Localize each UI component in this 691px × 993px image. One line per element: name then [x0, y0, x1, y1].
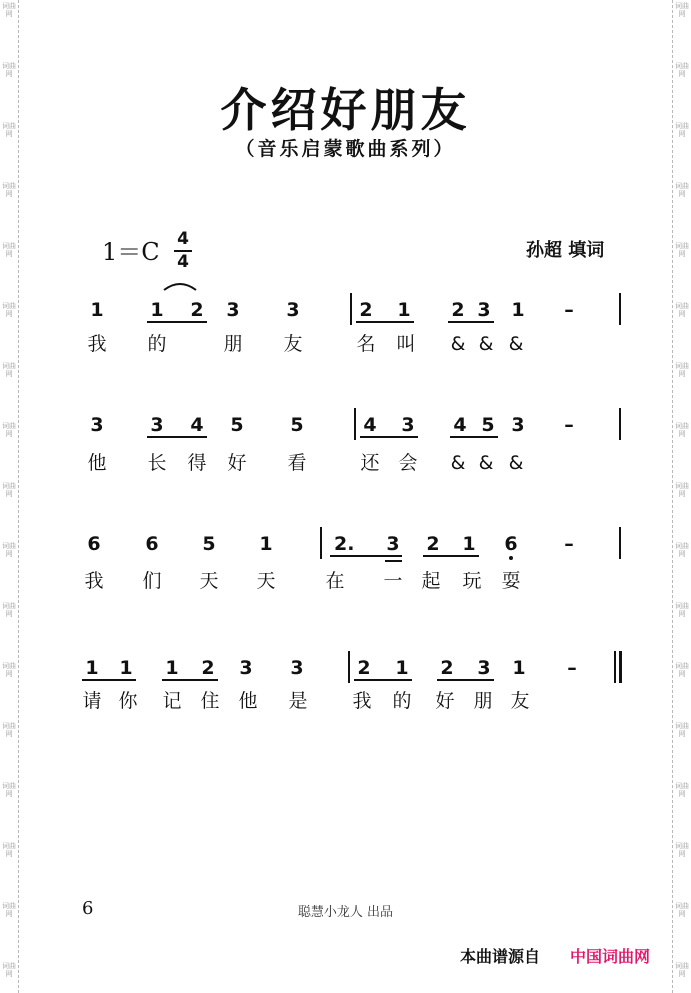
lyric: 一: [383, 570, 403, 592]
margin-watermark: 词曲网: [675, 302, 689, 318]
margin-watermark: 词曲网: [675, 2, 689, 18]
final-barline-thin: [614, 651, 616, 683]
lyric: &: [450, 452, 466, 474]
lyric: 我: [87, 333, 107, 355]
margin-watermark: 词曲网: [675, 362, 689, 378]
margin-watermark: 词曲网: [2, 182, 16, 198]
margin-watermark: 词曲网: [2, 122, 16, 138]
lyric: 玩: [462, 570, 482, 592]
margin-watermark: 词曲网: [2, 722, 16, 738]
note: 6: [145, 533, 159, 555]
time-signature: [174, 230, 192, 272]
lyric: &: [508, 452, 524, 474]
note: 1: [512, 657, 526, 679]
note-extension: –: [564, 533, 574, 555]
lyric: 叫: [396, 333, 416, 355]
lyric: &: [478, 333, 494, 355]
note-extension: –: [564, 414, 574, 436]
note: 3: [226, 299, 240, 321]
song-title: 介绍好朋友: [220, 83, 471, 137]
note: 2: [357, 657, 371, 679]
lyric: 会: [398, 452, 418, 474]
note: 1: [397, 299, 411, 321]
lyric: 看: [287, 452, 307, 474]
lyric: 朋: [473, 690, 493, 712]
margin-watermark: 词曲网: [2, 662, 16, 678]
lyric: 们: [142, 570, 162, 592]
note: 1: [165, 657, 179, 679]
note: 3: [239, 657, 253, 679]
barline: [619, 293, 621, 325]
beam: [82, 679, 136, 681]
note: 3: [401, 414, 415, 436]
note: 1: [119, 657, 133, 679]
margin-watermark: 词曲网: [2, 302, 16, 318]
margin-watermark: 词曲网: [675, 662, 689, 678]
margin-watermark: 词曲网: [2, 902, 16, 918]
note: 2: [440, 657, 454, 679]
lyric: 的: [392, 690, 412, 712]
note: 3: [511, 414, 525, 436]
lyric: 的: [147, 333, 167, 355]
beam: [450, 436, 498, 438]
lyric: 在: [325, 570, 345, 592]
note: 3: [386, 533, 400, 555]
note-extension: –: [564, 299, 574, 321]
lyric: 友: [283, 333, 303, 355]
time-signature-bottom: 4: [177, 252, 189, 272]
lyric: 耍: [501, 570, 521, 592]
lyric: 还: [360, 452, 380, 474]
source-site-link[interactable]: 中国词曲网: [570, 947, 651, 966]
note: 3: [290, 657, 304, 679]
margin-watermark: 词曲网: [675, 602, 689, 618]
song-subtitle: （音乐启蒙歌曲系列）: [235, 138, 456, 160]
note: 2: [451, 299, 465, 321]
beam: [356, 321, 414, 323]
note: 3: [150, 414, 164, 436]
lyric: 天: [256, 570, 276, 592]
note: 3: [90, 414, 104, 436]
margin-watermark: 词曲网: [2, 362, 16, 378]
beam: [354, 679, 412, 681]
margin-watermark: 词曲网: [675, 842, 689, 858]
note: 6: [501, 533, 521, 555]
beam: [448, 321, 494, 323]
lyric: 记: [162, 690, 182, 712]
lyric: 友: [510, 690, 530, 712]
margin-watermark: 词曲网: [2, 2, 16, 18]
key-signature: 1＝C: [102, 238, 160, 266]
margin-watermark: 词曲网: [2, 422, 16, 438]
note: 3: [477, 657, 491, 679]
margin-watermark: 词曲网: [675, 482, 689, 498]
source-label: 本曲谱源自: [460, 947, 541, 966]
lyric: 他: [87, 452, 107, 474]
note: 5: [230, 414, 244, 436]
lyric: 请: [82, 690, 102, 712]
lyric: 长: [147, 452, 167, 474]
margin-watermark: 词曲网: [2, 842, 16, 858]
note: 6: [87, 533, 101, 555]
note: 5: [202, 533, 216, 555]
lyric: 我: [84, 570, 104, 592]
note: 1: [85, 657, 99, 679]
margin-watermark: 词曲网: [675, 722, 689, 738]
margin-watermark: 词曲网: [2, 542, 16, 558]
margin-watermark: 词曲网: [675, 182, 689, 198]
note-extension: –: [567, 657, 577, 679]
lyric: 他: [238, 690, 258, 712]
tie-arc: [162, 280, 198, 292]
barline: [619, 527, 621, 559]
note: 2: [201, 657, 215, 679]
barline: [354, 408, 356, 440]
lyric: &: [508, 333, 524, 355]
note: 2: [426, 533, 440, 555]
lyricist-credit: 孙超 填词: [526, 240, 605, 261]
note: 3: [477, 299, 491, 321]
margin-watermark: 词曲网: [675, 782, 689, 798]
barline: [320, 527, 322, 559]
publisher-credit: 聪慧小龙人 出品: [297, 905, 394, 920]
beam: [162, 679, 218, 681]
lyric: 是: [288, 690, 308, 712]
beam: [385, 560, 402, 562]
beam: [360, 436, 418, 438]
note: 4: [363, 414, 377, 436]
barline: [619, 408, 621, 440]
lyric: 起: [421, 570, 441, 592]
note: 1: [90, 299, 104, 321]
lyric: 得: [187, 452, 207, 474]
note: 1: [395, 657, 409, 679]
margin-watermark: 词曲网: [2, 242, 16, 258]
page-number: 6: [82, 898, 94, 919]
lyric: 天: [199, 570, 219, 592]
margin-watermark: 词曲网: [2, 482, 16, 498]
final-barline-thick: [619, 651, 622, 683]
margin-watermark: 词曲网: [2, 782, 16, 798]
margin-watermark: 词曲网: [2, 62, 16, 78]
lyric: 你: [118, 690, 138, 712]
lyric: 名: [356, 333, 376, 355]
lyric: 我: [352, 690, 372, 712]
lyric: &: [450, 333, 466, 355]
margin-watermark: 词曲网: [675, 962, 689, 978]
margin-watermark: 词曲网: [675, 122, 689, 138]
margin-watermark: 词曲网: [2, 962, 16, 978]
note: 1: [462, 533, 476, 555]
note: 5: [290, 414, 304, 436]
beam: [147, 321, 207, 323]
lyric: 住: [200, 690, 220, 712]
beam: [437, 679, 494, 681]
note: 1: [259, 533, 273, 555]
note: 2: [359, 299, 373, 321]
note: 2: [190, 299, 204, 321]
note: 4: [453, 414, 467, 436]
note: 1: [150, 299, 164, 321]
note: 1: [511, 299, 525, 321]
lyric: 好: [435, 690, 455, 712]
barline: [350, 293, 352, 325]
beam: [147, 436, 207, 438]
note: 3: [286, 299, 300, 321]
beam: [330, 555, 402, 557]
margin-watermark: 词曲网: [675, 242, 689, 258]
barline: [348, 651, 350, 683]
time-signature-top: 4: [177, 229, 189, 249]
lyric: 朋: [223, 333, 243, 355]
beam: [423, 555, 479, 557]
lyric: &: [478, 452, 494, 474]
margin-watermark: 词曲网: [2, 602, 16, 618]
margin-watermark: 词曲网: [675, 422, 689, 438]
note: 4: [190, 414, 204, 436]
margin-watermark: 词曲网: [675, 62, 689, 78]
note: 2.: [334, 533, 355, 555]
note: 5: [481, 414, 495, 436]
margin-watermark: 词曲网: [675, 542, 689, 558]
margin-watermark: 词曲网: [675, 902, 689, 918]
lyric: 好: [227, 452, 247, 474]
